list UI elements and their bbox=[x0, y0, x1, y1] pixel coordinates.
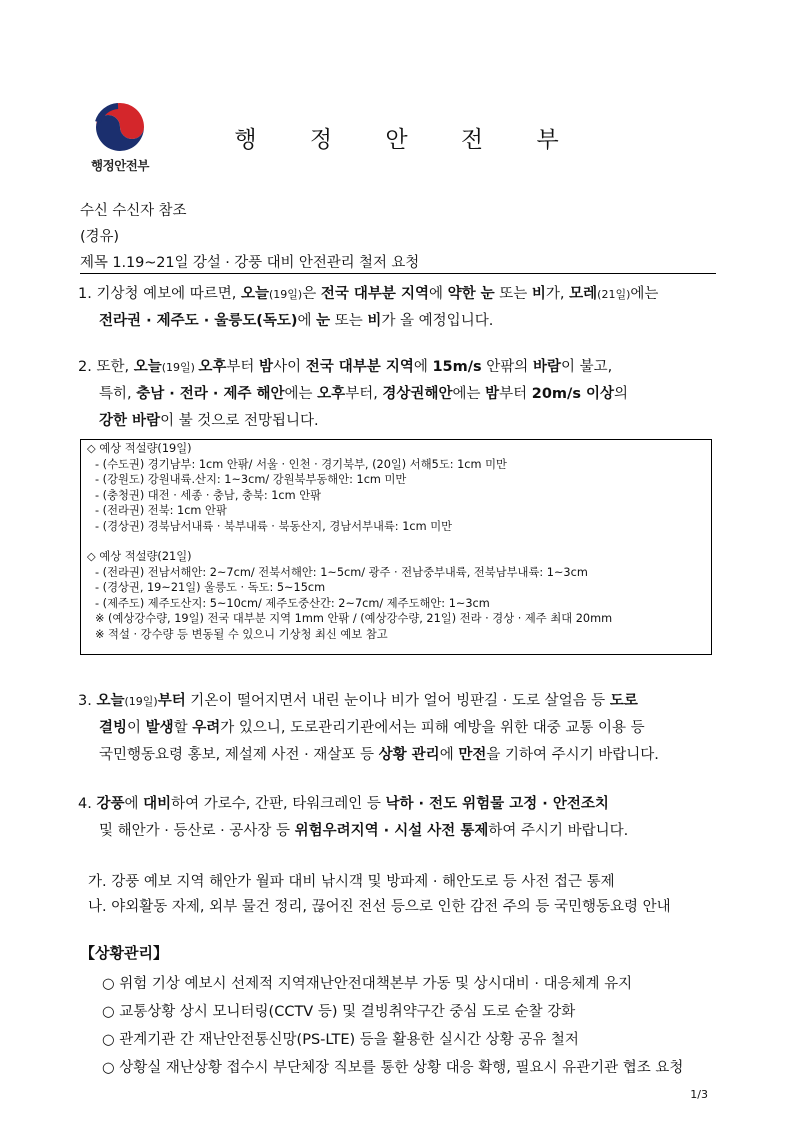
paragraph-1-line-2 bbox=[78, 308, 718, 335]
bold-text: 전라권 · 제주도 · 울릉도(독도) bbox=[99, 313, 298, 329]
box-heading-19: ◇ 예상 적설량(19일) bbox=[87, 442, 192, 455]
org-logo-text: 행정안전부 bbox=[91, 158, 149, 173]
sub-item: 나. 야외활동 자제, 외부 물건 정리, 끊어진 전선 등으로 인한 감전 주의 등 국민행동요령 안내 bbox=[88, 899, 671, 915]
list-item: ○ 위험 기상 예보시 선제적 지역재난안전대책본부 가동 및 상시대비 · 대응체계 유지 bbox=[102, 976, 633, 992]
paragraph-2-line-2 bbox=[78, 381, 718, 408]
bold-text: 모레 bbox=[569, 286, 598, 302]
bold-text: 만전 bbox=[458, 747, 487, 763]
bold-text: 도로 bbox=[609, 693, 638, 709]
bold-text: 비 bbox=[531, 286, 546, 302]
text: 또는 bbox=[494, 286, 532, 302]
list-item: ○ 교통상황 상시 모니터링(CCTV 등) 및 결빙취약구간 중심 도로 순찰 강화 bbox=[102, 1004, 576, 1020]
text: 이 불 것으로 전망됩니다. bbox=[160, 413, 319, 429]
text: 에는 bbox=[284, 386, 318, 402]
paragraph-3-line-1 bbox=[78, 688, 718, 715]
bold-text: 오후 bbox=[317, 386, 346, 402]
text: 에 bbox=[439, 747, 459, 763]
text: 에 bbox=[124, 796, 144, 812]
text: 부터 bbox=[499, 386, 532, 402]
text: 또는 bbox=[330, 313, 368, 329]
paragraph-1-line-1 bbox=[78, 281, 718, 308]
text: 은 bbox=[302, 286, 321, 302]
paragraph-1 bbox=[78, 281, 718, 335]
bold-text: 오늘 bbox=[133, 359, 162, 375]
subject-divider bbox=[80, 273, 716, 274]
text: 에 bbox=[428, 286, 448, 302]
document-title: 행 정 안 전 부 bbox=[234, 127, 582, 153]
paragraph-2 bbox=[78, 354, 718, 435]
bold-text: 약한 눈 bbox=[447, 286, 495, 302]
text: 에는 bbox=[630, 286, 659, 302]
text: 의 bbox=[614, 386, 629, 402]
bold-text: 경상권해안 bbox=[382, 386, 453, 402]
text: 4. bbox=[78, 796, 97, 812]
bold-text: 오늘 bbox=[240, 286, 269, 302]
page-number: 1/3 bbox=[690, 1088, 708, 1101]
bold-text: 강한 바람 bbox=[99, 413, 161, 429]
text: 특히, bbox=[99, 386, 137, 402]
text: 1. 기상청 예보에 따르면, bbox=[78, 286, 241, 302]
text: 및 해안가 · 등산로 · 공사장 등 bbox=[99, 823, 295, 839]
text: 에는 bbox=[452, 386, 486, 402]
bold-text: 충남 · 전라 · 제주 해안 bbox=[136, 386, 285, 402]
text: 2. 또한, bbox=[78, 359, 134, 375]
text: 가 있으니, 도로관리기관에서는 피해 예방을 위한 대중 교통 이용 등 bbox=[220, 720, 645, 736]
text: 국민행동요령 홍보, 제설제 사전 · 재살포 등 bbox=[99, 747, 379, 763]
paragraph-2-line-1 bbox=[78, 354, 718, 381]
text: 하여 가로수, 간판, 타워크레인 등 bbox=[171, 796, 386, 812]
paragraph-3-line-3 bbox=[78, 742, 718, 769]
small-text: (19일) bbox=[161, 361, 199, 374]
sub-item: 가. 강풍 예보 지역 해안가 월파 대비 낚시객 및 방파제 · 해안도로 등 사전 접근 통제 bbox=[88, 874, 615, 890]
text: 할 bbox=[173, 720, 193, 736]
box-item: - (수도권) 경기남부: 1cm 안팎/ 서울 · 인천 · 경기북부, (20일) 서해5도: 1cm 미만 bbox=[95, 457, 507, 471]
bold-text: 우려 bbox=[192, 720, 221, 736]
box-note: ※ 적설 · 강수량 등 변동될 수 있으니 기상청 최신 예보 참고 bbox=[95, 627, 388, 641]
box-item: - (전라권) 전남서해안: 2~7cm/ 전북서해안: 1~5cm/ 광주 · 전남중부내륙, 전북남부내륙: 1~3cm bbox=[95, 565, 588, 579]
text: 기온이 떨어지면서 내린 눈이나 비가 얼어 빙판길 · 도로 살얼음 등 bbox=[185, 693, 610, 709]
text: 에 bbox=[413, 359, 433, 375]
box-item: - (충청권) 대전 · 세종 · 충남, 충북: 1cm 안팎 bbox=[95, 488, 322, 502]
bold-text: 전국 대부분 지역 bbox=[305, 359, 414, 375]
text: 에 bbox=[297, 313, 317, 329]
text: 안팎의 bbox=[481, 359, 533, 375]
text: 을 기하여 주시기 바랍니다. bbox=[486, 747, 659, 763]
box-item: - (경상권) 경북남서내륙 · 북부내륙 · 북동산지, 경남서부내륙: 1cm 미만 bbox=[95, 519, 453, 533]
paragraph-4-line-2 bbox=[78, 818, 718, 845]
text: 부터 bbox=[226, 359, 260, 375]
bold-text: 비 bbox=[367, 313, 382, 329]
paragraph-4-line-1 bbox=[78, 791, 718, 818]
small-text: (19일) bbox=[124, 695, 158, 708]
bold-text: 전국 대부분 지역 bbox=[320, 286, 429, 302]
bold-text: 결빙 bbox=[99, 720, 128, 736]
text: 부터, bbox=[345, 386, 383, 402]
text: 하여 주시기 바랍니다. bbox=[488, 823, 629, 839]
bold-text: 오늘 bbox=[96, 693, 125, 709]
bold-text: 15m/s bbox=[432, 359, 482, 375]
bold-text: 강풍 bbox=[96, 796, 125, 812]
snowfall-forecast-box bbox=[80, 439, 712, 655]
text: 3. bbox=[78, 693, 97, 709]
small-text: (19일) bbox=[268, 288, 303, 301]
bold-text: 위험우려지역 · 시설 사전 통제 bbox=[294, 823, 489, 839]
box-heading-21: ◇ 예상 적설량(21일) bbox=[87, 550, 192, 563]
situation-management-list bbox=[102, 970, 683, 1082]
small-text: (21일) bbox=[597, 288, 631, 301]
via-line: (경유) bbox=[80, 229, 119, 245]
text: 이 bbox=[127, 720, 146, 736]
bold-text: 부터 bbox=[157, 693, 186, 709]
box-item: - (제주도) 제주도산지: 5~10cm/ 제주도중산간: 2~7cm/ 제주도해안: 1~3cm bbox=[95, 596, 490, 610]
bold-text: 오후 bbox=[198, 359, 227, 375]
bold-text: 발생 bbox=[145, 720, 174, 736]
list-item: ○ 관계기관 간 재난안전통신망(PS-LTE) 등을 활용한 실시간 상황 공유 철저 bbox=[102, 1032, 579, 1048]
bold-text: 낙하 · 전도 위험물 고정 · 안전조치 bbox=[385, 796, 609, 812]
bold-text: 눈 bbox=[316, 313, 331, 329]
paragraph-3 bbox=[78, 688, 718, 769]
list-item: ○ 상황실 재난상황 접수시 부단체장 직보를 통한 상황 대응 확행, 필요시 유관기관 협조 요청 bbox=[102, 1060, 684, 1076]
bold-text: 상황 관리 bbox=[378, 747, 440, 763]
box-spacer bbox=[87, 534, 705, 549]
section-title: 【상황관리】 bbox=[80, 944, 168, 962]
box-item: - (강원도) 강원내륙.산지: 1~3cm/ 강원북부동해안: 1cm 미만 bbox=[95, 473, 407, 486]
text: 가, bbox=[545, 286, 570, 302]
bold-text: 20m/s 이상 bbox=[531, 386, 615, 402]
text: 사이 bbox=[273, 359, 306, 375]
bold-text: 밤 bbox=[485, 386, 500, 402]
text: 이 불고, bbox=[560, 359, 613, 375]
paragraph-4 bbox=[78, 791, 718, 845]
box-item: - (경상권, 19~21일) 울릉도 · 독도: 5~15cm bbox=[95, 581, 326, 594]
box-item: - (전라권) 전북: 1cm 안팎 bbox=[95, 504, 227, 517]
bold-text: 밤 bbox=[259, 359, 274, 375]
paragraph-2-line-3 bbox=[78, 408, 718, 435]
text: 가 올 예정입니다. bbox=[381, 313, 494, 329]
recipient-line: 수신 수신자 참조 bbox=[80, 203, 187, 219]
box-note: ※ (예상강수량, 19일) 전국 대부분 지역 1mm 안팎 / (예상강수량, 21일) 전라 · 경상 · 제주 최대 20mm bbox=[95, 612, 613, 625]
bold-text: 바람 bbox=[532, 359, 561, 375]
bold-text: 대비 bbox=[143, 796, 172, 812]
sub-items bbox=[88, 870, 718, 920]
subject-line: 제목 1.19~21일 강설 · 강풍 대비 안전관리 철저 요청 bbox=[80, 255, 420, 271]
paragraph-3-line-2 bbox=[78, 715, 718, 742]
